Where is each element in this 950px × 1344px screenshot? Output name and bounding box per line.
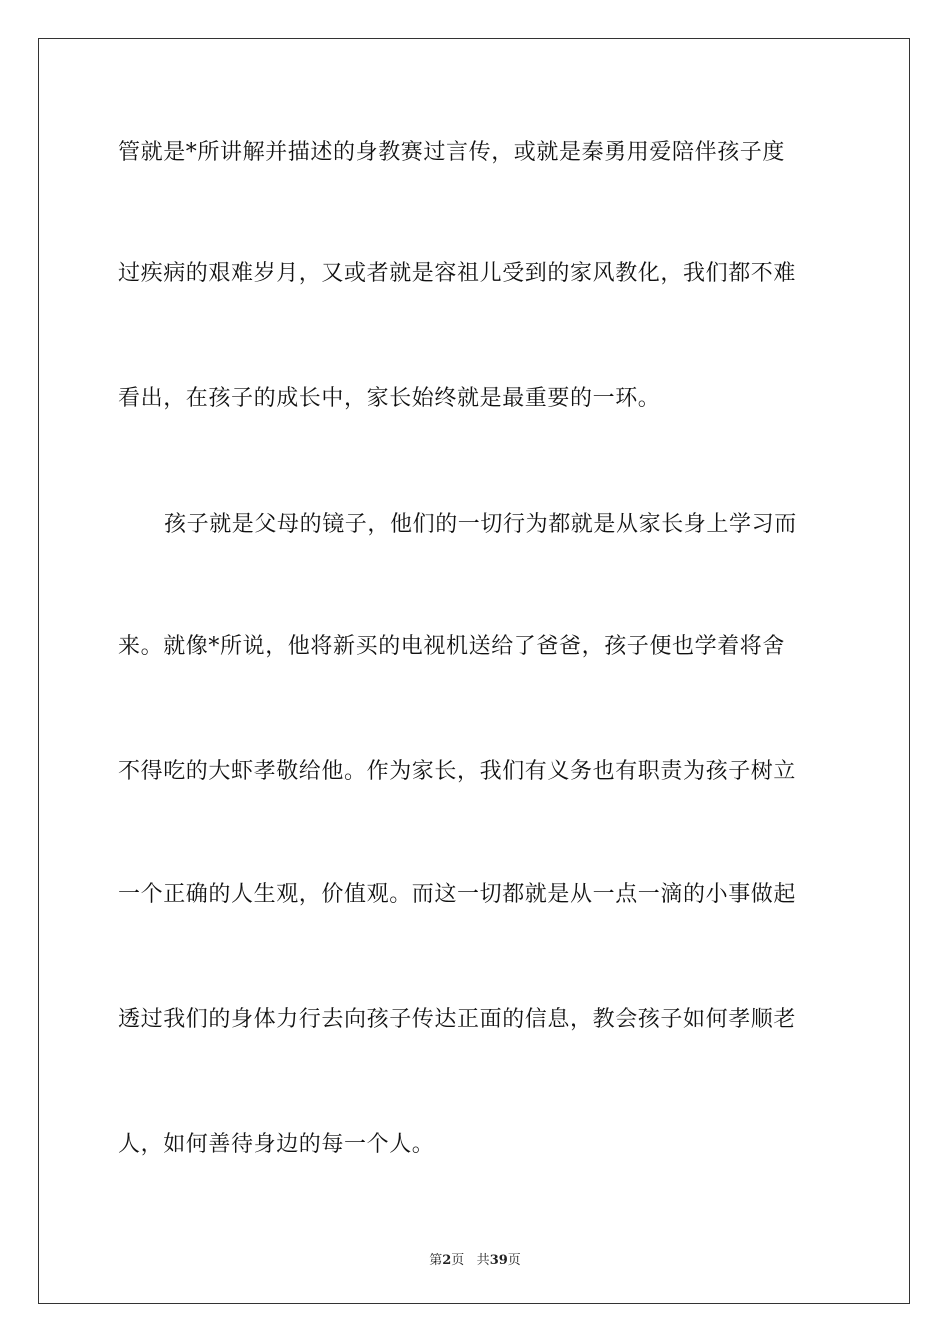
body-line-7: 一个正确的人生观，价值观。而这一切都就是从一点一滴的小事做起 [118,882,797,907]
body-line-2: 过疾病的艰难岁月，又或者就是容祖儿受到的家风教化，我们都不难 [118,261,797,286]
page-frame [38,38,910,1304]
page-footer [0,1249,950,1268]
body-line-3: 看出，在孩子的成长中，家长始终就是最重要的一环。 [118,386,661,411]
body-line-6: 不得吃的大虾孝敬给他。作为家长，我们有义务也有职责为孩子树立 [118,759,797,784]
total-pages: 39 [489,1253,508,1268]
body-line-8: 透过我们的身体力行去向孩子传达正面的信息，教会孩子如何孝顺老 [118,1007,797,1032]
body-line-9: 人，如何善待身边的每一个人。 [118,1132,435,1157]
page-number: 2 [442,1253,452,1268]
page-suffix: 页 [451,1253,465,1268]
body-line-1: 管就是*所讲解并描述的身教赛过言传，或就是秦勇用爱陪伴孩子度 [118,140,786,165]
page-prefix: 第 [429,1253,443,1268]
body-line-5: 来。就像*所说，他将新买的电视机送给了爸爸，孩子便也学着将舍 [118,634,786,659]
total-suffix: 页 [507,1253,521,1268]
body-line-4: 孩子就是父母的镜子，他们的一切行为都就是从家长身上学习而 [164,512,797,537]
total-prefix: 共 [476,1253,490,1268]
